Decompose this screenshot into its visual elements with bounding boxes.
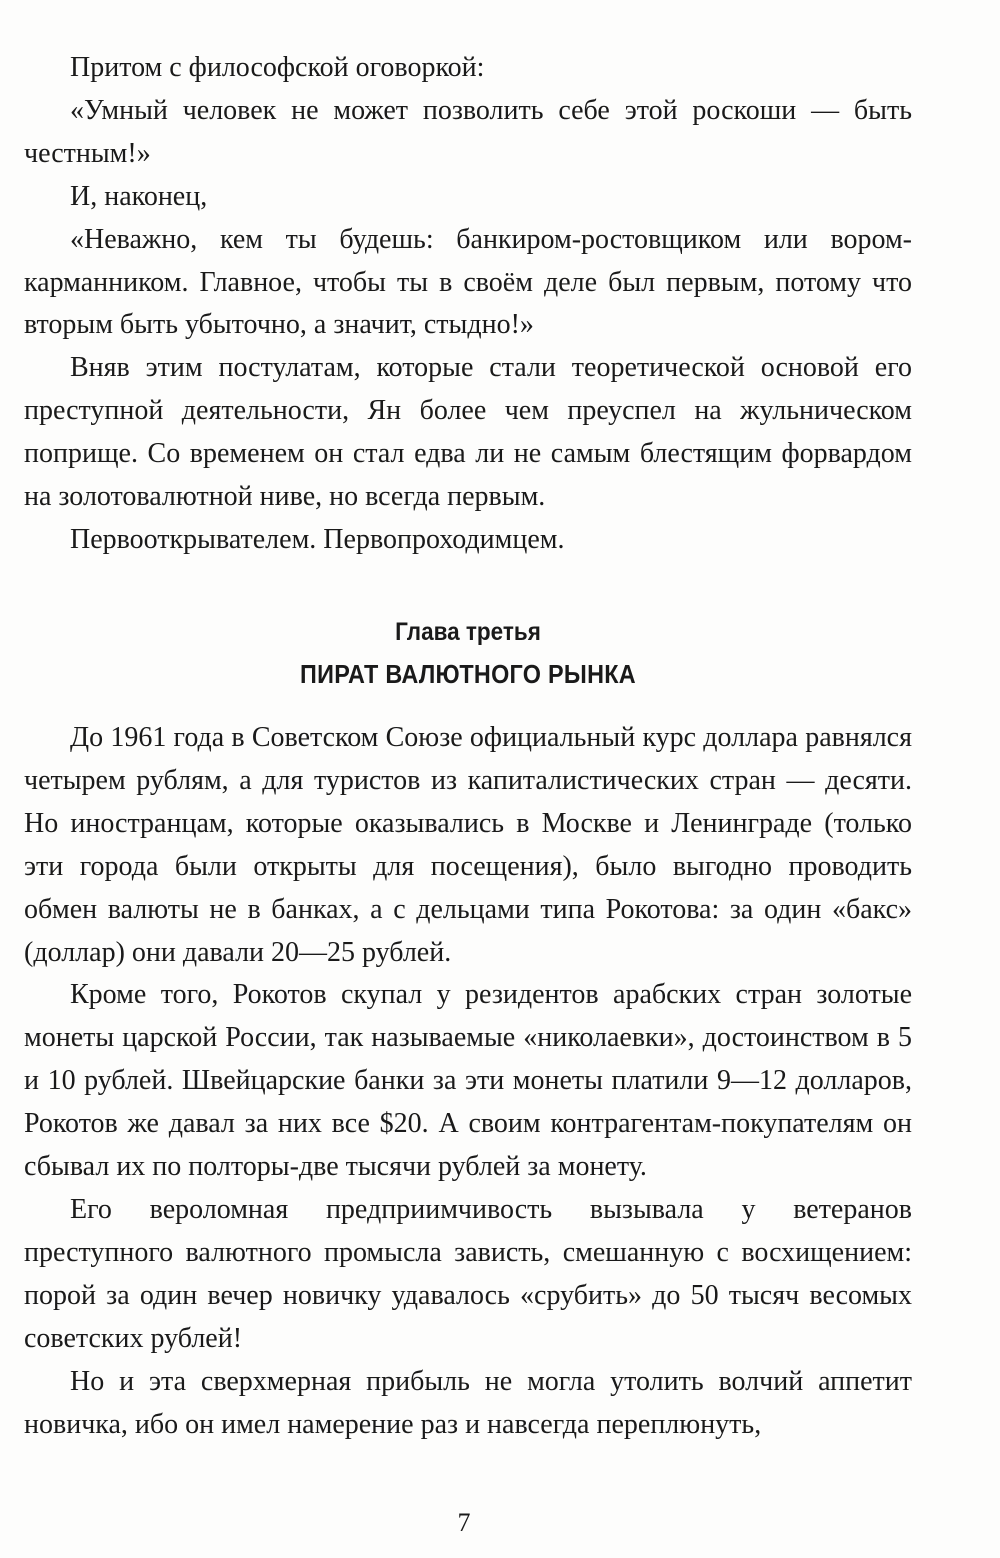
page-number: 7 [457,1508,471,1537]
paragraph: Его вероломная предприимчивость вызывала у ветеранов преступного валютного промысла зависть, смешанную с восхищением: порой за один вечер новичку удавалось «срубить» до 50 тысяч весомых советских рублей! [24,1193,912,1354]
paragraph: «Неважно, кем ты будешь: банкиром-ростовщиком или вором-карманником. Главное, чтобы ты в своём деле был первым, потому что вторым быть убыточно, а значит, стыдно!» [24,223,912,341]
chapter-label: Глава третья [395,618,541,646]
paragraph: «Умный человек не может позволить себе этой роскоши — быть честным!» [24,94,912,169]
intro-text [24,47,912,562]
paragraph: Первооткрывателем. Первопроходимцем. [70,523,565,555]
paragraph: Вняв этим постулатам, которые стали теоретической основой его преступной деятельности, Ян более чем преуспел на жульническом поприще. Со временем он стал едва ли не самым блестящим форвардом на золотовалютной ниве, но всегда первым. [24,352,912,513]
paragraph: Притом с философской оговоркой: [70,52,485,83]
chapter-text [24,717,912,1446]
paragraph: Но и эта сверхмерная прибыль не могла утолить волчий аппетит новичка, ибо он имел намерение раз и навсегда переплюнуть, [24,1365,912,1440]
chapter-heading [24,616,912,696]
paragraph: Кроме того, Рокотов скупал у резидентов арабских стран золотые монеты царской России, так называемые «николаевки», достоинством в 5 и 10 рублей. Швейцарские банки за эти монеты платили 9—12 долларов, Рокотов же давал за них все $20. А своим контрагентам-покупателям он сбывал их по полторы-две тысячи рублей за монету. [24,979,912,1183]
chapter-title: ПИРАТ ВАЛЮТНОГО РЫНКА [300,659,636,689]
paragraph: И, наконец, [70,180,208,212]
paragraph: До 1961 года в Советском Союзе официальный курс доллара равнялся четырем рублям, а для туристов из капиталистических стран — десяти. Но иностранцам, которые оказывались в Москве и Ленинграде (только эти города были открыты для посещения), было выгодно проводить обмен валюты не в банках, а с дельцами типа Рокотова: за один «бакс» (доллар) они давали 20—25 рублей. [24,722,912,968]
